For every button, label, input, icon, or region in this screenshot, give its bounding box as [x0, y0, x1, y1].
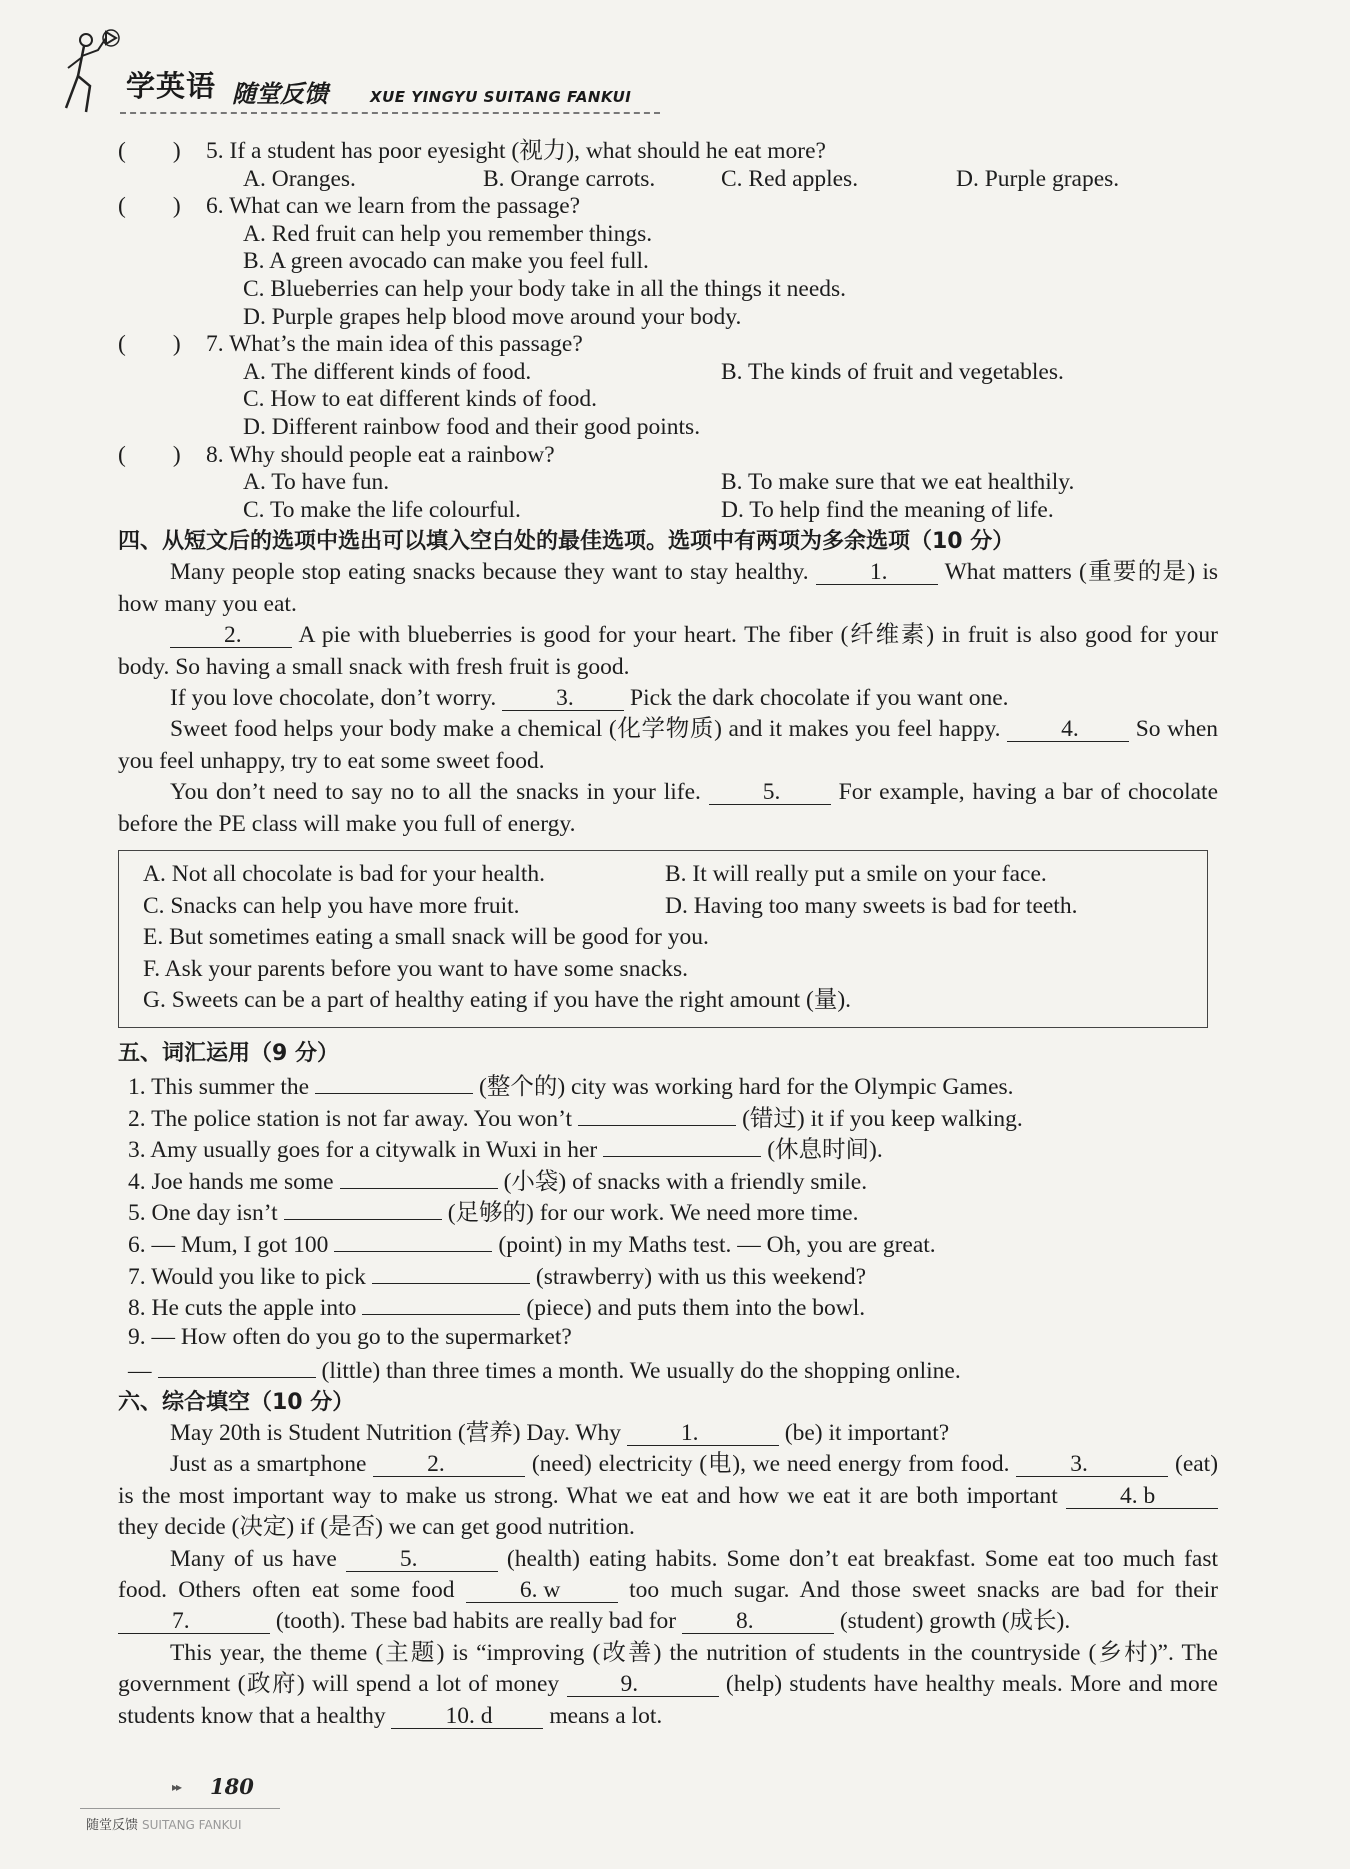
- runner-logo-icon: [60, 28, 120, 128]
- vocab-blank[interactable]: [362, 1290, 520, 1315]
- section-4-paragraph-3: If you love chocolate, don’t worry. 3. Pick the dark chocolate if you want one.: [170, 684, 1009, 711]
- vocab-item-7: 7. Would you like to pick (strawberry) with us this weekend?: [128, 1259, 1218, 1291]
- main-content: [118, 138, 1218, 1732]
- vocab-blank[interactable]: [334, 1227, 492, 1252]
- section-4-title: 四、从短文后的选项中选出可以填入空白处的最佳选项。选项中有两项为多余选项（10 分）: [118, 529, 1015, 555]
- brand-title: 学英语: [126, 69, 217, 103]
- arrow-icon: ▸▸: [172, 1780, 181, 1794]
- option-a: A. Oranges.: [243, 165, 356, 192]
- vocab-item-5: 5. One day isn’t (足够的) for our work. We need more time.: [128, 1195, 1218, 1227]
- option-d: D. To help find the meaning of life.: [721, 496, 1054, 523]
- blank-1[interactable]: 1.: [816, 560, 938, 585]
- section-6-paragraph-2: Just as a smartphone 2. (need) electricity (电), we need energy from food. 3. (eat) is the most important way to make us strong. What we eat and how we eat it are both important 4. b they decide (决定) if (是否) we can get good nutrition.: [118, 1451, 1219, 1541]
- option-c: C. Red apples.: [721, 165, 859, 192]
- section-6-paragraph-3: Many of us have 5. (health) eating habits. Some don’t eat breakfast. Some eat too much fast food. Others often eat some food 6. w too much sugar. And those sweet snacks are bad for their 7. (tooth). These bad habits are really bad for 8. (student) growth (成长).: [118, 1545, 1218, 1635]
- answer-bracket[interactable]: ( ): [118, 441, 181, 468]
- vocab-blank[interactable]: [158, 1353, 316, 1378]
- question-7-option-d: D. Different rainbow food and their good points.: [243, 413, 701, 440]
- header-divider: [120, 112, 660, 114]
- blank-2[interactable]: 2.: [170, 623, 292, 648]
- option-b: B. To make sure that we eat healthily.: [721, 469, 1075, 496]
- option-a: A. The different kinds of food.: [243, 358, 532, 385]
- section-5-title: 五、词汇运用（9 分）: [118, 1040, 339, 1066]
- blank-9[interactable]: 9.: [567, 1672, 719, 1697]
- blank-5[interactable]: 5.: [709, 780, 831, 805]
- question-6-stem: ( ) 6. What can we learn from the passage?: [118, 193, 581, 220]
- question-5-stem: ( ) 5. If a student has poor eyesight (视力), what should he eat more?: [118, 138, 826, 164]
- option-d: D. Purple grapes.: [956, 165, 1120, 192]
- blank-4[interactable]: 4. b: [1066, 1484, 1218, 1509]
- blank-6[interactable]: 6. w: [466, 1578, 618, 1603]
- vocab-blank[interactable]: [603, 1132, 761, 1157]
- vocab-blank[interactable]: [340, 1164, 498, 1189]
- section-4-paragraph-2: 2. A pie with blueberries is good for your heart. The fiber (纤维素) in fruit is also good for your body. So having a small snack with fresh fruit is good.: [118, 622, 1218, 680]
- vocab-item-9: 9. — How often do you go to the supermarket?: [128, 1323, 572, 1350]
- question-6-option-c: C. Blueberries can help your body take in all the things it needs.: [243, 275, 847, 302]
- blank-2[interactable]: 2.: [373, 1452, 525, 1477]
- brand-pinyin: XUE YINGYU SUITANG FANKUI: [370, 88, 632, 106]
- question-8-stem: ( ) 8. Why should people eat a rainbow?: [118, 441, 555, 468]
- question-7-options-ab: [118, 359, 1218, 387]
- page-number: 180: [210, 1774, 254, 1799]
- blank-8[interactable]: 8.: [682, 1609, 834, 1634]
- option-b: B. The kinds of fruit and vegetables.: [721, 358, 1064, 385]
- blank-1[interactable]: 1.: [627, 1421, 779, 1446]
- option-d: D. Having too many sweets is bad for teeth.: [665, 892, 1078, 919]
- question-7-option-c: C. How to eat different kinds of food.: [243, 386, 597, 413]
- section-4-paragraph-1: Many people stop eating snacks because they want to stay healthy. 1. What matters (重要的是) is how many you eat.: [118, 559, 1219, 617]
- section-4-paragraph-5: You don’t need to say no to all the snacks in your life. 5. For example, having a bar of chocolate before the PE class will make you full of energy.: [118, 779, 1219, 837]
- footer-label: 随堂反馈 SUITANG FANKUI: [86, 1818, 242, 1833]
- question-5-options: [118, 166, 1218, 194]
- vocab-item-3: 3. Amy usually goes for a citywalk in Wuxi in her (休息时间).: [128, 1132, 1218, 1164]
- vocab-item-4: 4. Joe hands me some (小袋) of snacks with a friendly smile.: [128, 1164, 1218, 1196]
- page-header: [60, 28, 660, 128]
- option-f: F. Ask your parents before you want to have some snacks.: [143, 955, 689, 982]
- question-8-options-ab: [118, 469, 1218, 497]
- vocab-item-8: 8. He cuts the apple into (piece) and puts them into the bowl.: [128, 1290, 1218, 1322]
- option-c: C. Snacks can help you have more fruit.: [143, 892, 520, 919]
- section-6-title: 六、综合填空（10 分）: [118, 1389, 355, 1415]
- blank-7[interactable]: 7.: [118, 1609, 270, 1634]
- vocab-blank[interactable]: [315, 1069, 473, 1094]
- brand-subtitle: 随堂反馈: [232, 80, 328, 108]
- vocab-blank[interactable]: [372, 1259, 530, 1284]
- section-6-paragraph-1: May 20th is Student Nutrition (营养) Day. Why 1. (be) it important?: [170, 1419, 950, 1446]
- blank-3[interactable]: 3.: [1016, 1452, 1168, 1477]
- blank-5[interactable]: 5.: [346, 1547, 498, 1572]
- vocab-item-9-answer: — (little) than three times a month. We usually do the shopping online.: [128, 1353, 1218, 1385]
- answer-bracket[interactable]: ( ): [118, 193, 181, 220]
- option-e: E. But sometimes eating a small snack will be good for you.: [143, 924, 709, 951]
- blank-3[interactable]: 3.: [502, 686, 624, 711]
- page-footer: [80, 1770, 300, 1840]
- answer-bracket[interactable]: ( ): [118, 331, 181, 358]
- option-b: B. It will really put a smile on your face.: [665, 860, 1047, 887]
- vocab-item-6: 6. — Mum, I got 100 (point) in my Maths test. — Oh, you are great.: [128, 1227, 1218, 1259]
- question-6-option-d: D. Purple grapes help blood move around your body.: [243, 303, 742, 330]
- blank-4[interactable]: 4.: [1007, 717, 1129, 742]
- vocab-blank[interactable]: [578, 1101, 736, 1126]
- footer-divider: [80, 1808, 280, 1809]
- question-6-option-b: B. A green avocado can make you feel full.: [243, 248, 649, 275]
- vocab-item-2: 2. The police station is not far away. You won’t (错过) it if you keep walking.: [128, 1101, 1218, 1133]
- option-g: G. Sweets can be a part of healthy eating if you have the right amount (量).: [143, 987, 852, 1014]
- option-a: A. To have fun.: [243, 469, 390, 496]
- vocab-blank[interactable]: [284, 1195, 442, 1220]
- vocab-list: [128, 1069, 1218, 1385]
- options-box: [118, 850, 1208, 1028]
- question-7-stem: ( ) 7. What’s the main idea of this passage?: [118, 331, 583, 358]
- answer-bracket[interactable]: ( ): [118, 138, 181, 164]
- question-6-option-a: A. Red fruit can help you remember things.: [243, 220, 653, 247]
- vocab-item-1: 1. This summer the (整个的) city was working hard for the Olympic Games.: [128, 1069, 1218, 1101]
- section-6-paragraph-4: This year, the theme (主题) is “improving (改善) the nutrition of students in the countryside (乡村)”. The government (政府) will spend a lot of money 9. (help) students have healthy meals. More and more students know that a healthy 10. d means a lot.: [118, 1639, 1218, 1729]
- question-8-options-cd: [118, 497, 1218, 525]
- blank-10[interactable]: 10. d: [391, 1704, 543, 1729]
- option-a: A. Not all chocolate is bad for your health.: [143, 860, 545, 887]
- option-c: C. To make the life colourful.: [243, 496, 521, 523]
- section-4-paragraph-4: Sweet food helps your body make a chemical (化学物质) and it makes you feel happy. 4. So when you feel unhappy, try to eat some sweet food.: [118, 716, 1219, 774]
- option-b: B. Orange carrots.: [483, 165, 656, 192]
